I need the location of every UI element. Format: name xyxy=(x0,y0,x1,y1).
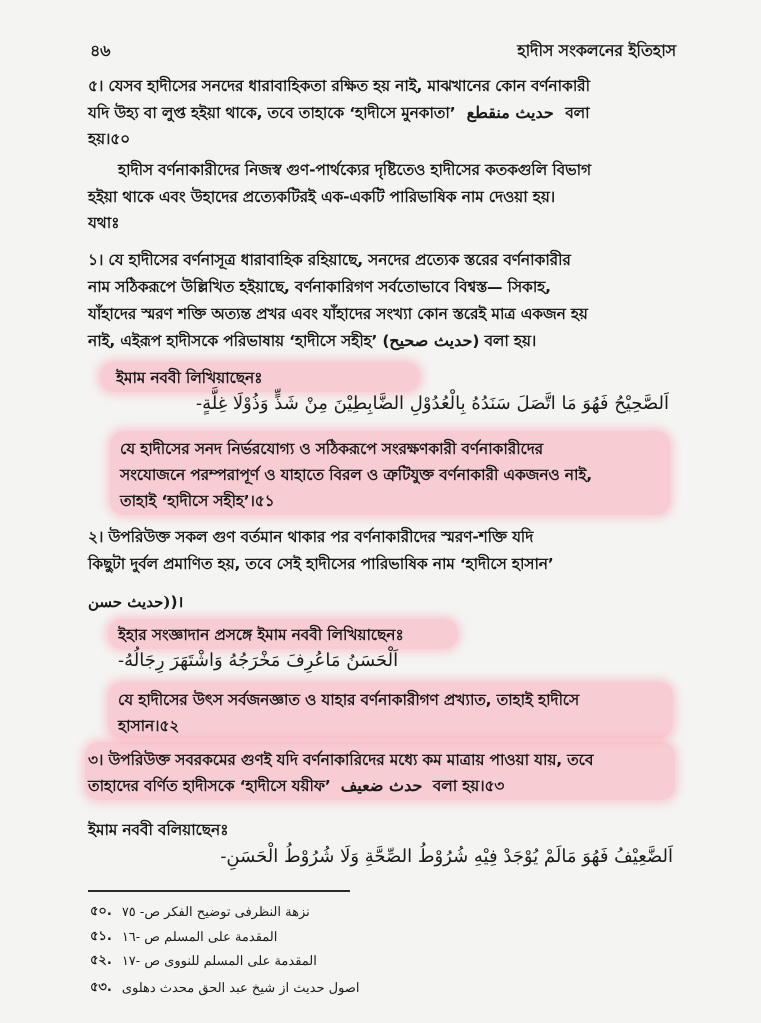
arabic-sahih: حديث صحيح xyxy=(389,331,473,350)
arabic-munqata: حديث منقطع xyxy=(466,103,554,122)
nawawi2-arabic: اَلْحَسَنُ مَاعُرِفَ مَخْرَجُهُ وَاشْتَهَرَ رِجَالُهُ- xyxy=(118,650,399,671)
para5-line2: যদি উহ্য বা লুপ্ত হইয়া থাকে, তবে তাহাকে ‘হাদীসে মুনকাতা’ حديث منقطع বলা xyxy=(88,103,590,122)
footnote-50: ৫০. نزهة النظرفى توضيح الفكر ص- ٧٥ xyxy=(90,904,310,920)
arabic-daif: حدث ضعيف xyxy=(340,776,423,795)
running-title: হাদীস সংকলনের ইতিহাস xyxy=(517,41,676,60)
item2-line2: কিছুটা দুর্বল প্রমাণিত হয়, তবে সেই হাদীসের পারিভাষিক নাম ‘হাদীসে হাসান’ xyxy=(88,555,554,573)
item3-line2: তাহাদের বর্ণিত হাদীসকে ‘হাদীসে যয়ীফ’ حدث ضعيف বলা হয়।৫৩ xyxy=(88,776,505,795)
nawawi3-intro: ইমাম নববী বলিয়াছেনঃ xyxy=(88,821,229,839)
item1-line1: ১। যে হাদীসের বর্ণনাসূত্র ধারাবাহিক রহিয়াছে, সনদের প্রত্যেক স্তরের বর্ণনাকারীর xyxy=(88,251,571,269)
item1-line3: যাঁহাদের স্মরণ শক্তি অত্যন্ত প্রখর এবং যাঁহাদের সংখ্যা কোন স্তরেই মাত্র একজন হয় xyxy=(88,305,588,323)
nawawi1-trans-line1: যে হাদীসের সনদ নির্ভরযোগ্য ও সঠিকরূপে সংরক্ষণকারী বর্ণনাকারীদের xyxy=(120,440,543,458)
footnote-51: ৫১. المقدمة على المسلم ص -١٦ xyxy=(90,929,278,945)
footnote-divider xyxy=(88,890,350,892)
para5-line3: হয়।৫০ xyxy=(88,130,130,148)
nawawi1-trans-line3: তাহাই ‘হাদীসে সহীহ’।৫১ xyxy=(120,492,275,510)
nawawi2-intro: ইহার সংজ্ঞাদান প্রসঙ্গে ইমাম নববী লিখিয়াছেনঃ xyxy=(118,626,404,644)
nawawi3-arabic: اَلضَّعِيْفُ فَهُوَ مَالَمْ يُوْجَدْ فِيْهِ شُرُوْطُ الصِّحَّةِ وَلَا شُرُوْطُ الْحَسَنِ- xyxy=(220,846,673,867)
item3-line1: ৩। উপরিউক্ত সবরকমের গুণই যদি বর্ণনাকারিদের মধ্যে কম মাত্রায় পাওয়া যায়, তবে xyxy=(88,751,594,769)
nawawi1-trans-line2: সংযোজনে পরম্পরাপূর্ণ ও যাহাতে বিরল ও ত্রুটিযুক্ত বর্ণনাকারী একজনও নাই, xyxy=(120,466,592,484)
intro-line2: হইয়া থাকে এবং উহাদের প্রত্যেকটিরই এক-একটি পারিভাষিক নাম দেওয়া হয়। xyxy=(88,188,556,206)
footnote-52: ৫২. المقدمة على المسلم للنووى ص -١٧ xyxy=(90,953,317,969)
nawawi2-trans-line2: হাসান।৫২ xyxy=(118,717,180,735)
arabic-hasan: (حديث حسن xyxy=(88,593,171,611)
item2-line1: ২। উপরিউক্ত সকল গুণ বর্তমান থাকার পর বর্ণনাকারীদের স্মরণ-শক্তি যদি xyxy=(88,528,534,546)
nawawi2-trans-line1: যে হাদীসের উৎস সর্বজনজ্ঞাত ও যাহার বর্ণনাকারীগণ প্রখ্যাত, তাহাই হাদীসে xyxy=(118,691,580,709)
para5-line1: ৫। যেসব হাদীসের সনদের ধারাবাহিকতা রক্ষিত হয় নাই, মাঝখানের কোন বর্ণনাকারী xyxy=(88,77,590,95)
intro-line3: যথাঃ xyxy=(88,214,120,232)
item1-line2: নাম সঠিকরূপে উল্লিখিত হইয়াছে, বর্ণনাকারিগণ সর্বতোভাবে বিশ্বস্ত— সিকাহ, xyxy=(88,278,551,296)
footnote-53: ৫৩. اصول حديث از شيخ عبد الحق محدث دهلوى xyxy=(90,980,360,996)
nawawi1-arabic: اَلصَّحِيْحُ فَهُوَ مَا اتَّصَلَ سَنَدُهُ بِالْعُدُوْلِ الضَّابِطِيْنَ مِنْ شَذٍّ وَذُوْلَا غِلَّةٍ- xyxy=(196,393,669,414)
nawawi1-intro: ইমাম নববী লিখিয়াছেনঃ xyxy=(116,369,263,387)
item2-line3: (حديث حسن)। xyxy=(88,593,184,611)
item1-line4: নাই, এইরূপ হাদীসকে পরিভাষায় ‘হাদীসে সহীহ’ (حديث صحيح) বলা হয়। xyxy=(88,331,537,350)
intro-line1: হাদীস বর্ণনাকারীদের নিজস্ব গুণ-পার্থক্যের দৃষ্টিতেও হাদীসের কতকগুলি বিভাগ xyxy=(118,161,591,179)
page-number: ৪৬ xyxy=(90,41,111,60)
